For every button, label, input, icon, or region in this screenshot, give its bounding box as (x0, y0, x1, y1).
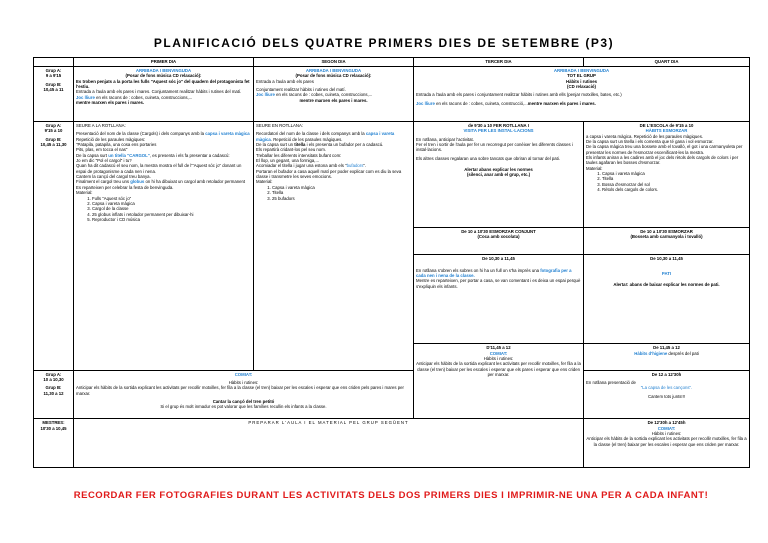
group-b-label: Grup B: (45, 385, 62, 391)
header-day-1: PRIMER DIA (74, 58, 254, 67)
time-cell (34, 419, 74, 468)
day4-farewell-cell (584, 419, 750, 468)
text-line: Entrada a l'aula amb els pares i conjuntament realitzar hàbits i rutines amb ells (penjar motxilles, bates, etc.) (416, 92, 622, 98)
highlight-text: capsa i vareta màgica (205, 131, 250, 137)
text-line: Cantem tots junts!!! (647, 393, 686, 399)
section-heading: SEURE EN ROTLLANA: (256, 122, 304, 128)
row-farewell (34, 370, 750, 419)
text-span: De 10 a 10'30 ESMORZAR CONJUNT (461, 228, 536, 234)
group-b-time: 10,45 a 11 (43, 86, 64, 92)
day3-breakfast-cell (414, 227, 584, 255)
section-subheading: PATI (661, 270, 672, 276)
text-line: Hàbits i rutines: (651, 431, 682, 436)
text-line: mentre marxen els pares i mares. (76, 100, 145, 105)
day3-photos-cell (414, 255, 584, 344)
text-span: titella (294, 141, 306, 147)
day4-songs-cell (584, 370, 750, 419)
group-a-label: Grup A: (45, 371, 62, 377)
text-span: Presentació del nom de la classe (Cargols) i dels companys amb la (76, 131, 206, 137)
text-line (256, 131, 411, 142)
section-subheading: (Bosseta amb carmanyola i tovalló) (630, 234, 703, 240)
text-line: Els infants aniran a les cadires amb el joc dels rètols dels cargols de colors i per taules agafaran les bosses d'esmorzar. (586, 155, 739, 166)
text-span: Acomiadar el titella i jugar una estona amb els " (256, 163, 347, 169)
material-label: Material: (586, 165, 603, 171)
highlight-text: bufadors (346, 163, 364, 169)
text-line: El llop, un gegant, una formiga,... (256, 158, 320, 164)
teachers-label: MESTRES: (42, 420, 65, 426)
group-a-time: 9 a 9'15 (45, 73, 62, 79)
day4-breakfast-habits-cell (584, 121, 750, 227)
text-line: "Patapila, patapila, una cosa ens portaries (76, 141, 157, 147)
text-line: Anticipar els hàbits de la sortida explicant les activitats per recollir motxilles, fer fila a la classe (el tren) baixar per les escales i esperar que ens criden pels pares i mares per marxar. (76, 385, 404, 396)
header-day-3: TERCER DIA (414, 58, 584, 67)
text-line: Els repartirà cridant-los pel seu nom. (256, 147, 326, 153)
section-subheading: (CD relaxació) (567, 83, 596, 89)
section-heading: ARRIBADA I BENVINGUDA (305, 67, 362, 73)
text-span: en els racons de : cobes, cuineta, construcció,... (434, 100, 528, 106)
text-line: Anticipar els hàbits de la sortida explicant les activitats per recollir motxilles, fer fila a la classe (el tren) baixar per les escales i esperar que ens criden per marxar. (586, 436, 747, 447)
list-item: 2. Titella (602, 176, 747, 181)
group-b-time: 10,45 a 11,30 (40, 141, 67, 147)
text-line: En rotllana presentació de (586, 379, 636, 385)
section-heading: ARRIBADA I BENVINGUDA (553, 67, 610, 73)
text-line: Hàbits i rutines: (483, 355, 514, 361)
highlight-text: "La capsa de les cançons". (640, 385, 693, 391)
text-line: Mentre es reparteixen, per portar a casa, se van comentant i es deixa un espai perquè s'expliquin els infants. (416, 278, 581, 289)
corner-cell (34, 58, 74, 67)
section-heading: COMIAT: (234, 371, 253, 377)
text-span: . Repetició de les paraules màgiques. (270, 136, 343, 142)
section-heading: DE L'ESCOLA de 9'15 a 10 (639, 122, 694, 128)
header-day-4: QUART DIA (584, 58, 750, 67)
section-heading: ARRIBADA I BENVINGUDA (135, 67, 192, 73)
text-span: després del pati (667, 350, 699, 356)
list-item: 2. Titella (272, 190, 411, 195)
group-b-label: Grup B: (45, 136, 62, 142)
text-line: Si el grup és molt inmadur es pot valorar que les famílies recullin els infants a la classe. (160, 404, 327, 410)
photo-reminder: RECORDAR FER FOTOGRAFIES DURANT LES ACTIVITATS DELS DOS PRIMERS DIES I IMPRIMIR-NE UNA PER A CADA INFANT! (73, 490, 709, 501)
page-title: PLANIFICACIÓ DELS QUATRE PRIMERS DIES DE SETEMBRE (P3) (153, 36, 615, 50)
section-subheading: COMIAT: (489, 350, 508, 356)
list-item: 3. Cargol de la classe (92, 206, 251, 211)
row-arrival (34, 66, 750, 121)
material-list (76, 196, 251, 223)
text-span: en els racons de : cobes, cuineta, construccions,... (94, 94, 193, 100)
header-row (34, 58, 750, 67)
day1-circle-cell (74, 121, 254, 370)
day4-playground-cell (584, 255, 750, 344)
section-subheading: COMIAT: (657, 425, 676, 431)
text-span: i els presenta un bufador per a cadascú. (305, 141, 384, 147)
highlight-text: capsa i vareta màgica (256, 131, 395, 142)
list-item: 3. Bossa d'esmorzar del sol (602, 182, 747, 187)
alert-text: (silenci, anar amb el grup, etc.) (466, 172, 531, 178)
text-span: en els racons de : cobes, cuineta, construccions,... (274, 92, 373, 98)
text-line: Hàbits i rutines: (228, 379, 259, 385)
section-subheading: (Coca amb xocolata) (477, 234, 520, 240)
section-heading: D'11,45 a 12 (486, 345, 511, 351)
highlight-text: Joc lliure (256, 92, 275, 98)
row-circle (34, 121, 750, 227)
text-line: Treballar les diferents intensitats bufant com: (256, 152, 342, 158)
text-line: Cantar la cançó del tren petitó (212, 399, 275, 405)
text-line: Repetició de les paraules màgiques: (76, 136, 146, 142)
text-line: Pits, plas, em tocca el nas" (76, 147, 128, 153)
section-heading: De 10,30 a 11,45 (650, 256, 683, 262)
text-line (416, 268, 581, 279)
section-heading: SEURE A LA ROTLLANA: (76, 122, 126, 128)
day34-arrival-cell (414, 66, 750, 121)
section-subheading: VISITA PER LES INSTAL·LACIONS (463, 128, 534, 134)
text-line: Es reparteixen per celebrar la festa de benvinguda. (76, 184, 174, 190)
group-b-label: Grup B: (45, 81, 62, 87)
section-subheading: Hàbits i rutines (565, 78, 598, 84)
list-item: 4. 25 globus inflats i retolador permanent per dibuixar-hi (92, 212, 251, 217)
text-span: Finalment el cargol treu uns (76, 179, 131, 185)
section-subheading: (Posar de fons música CD relaxació): (295, 73, 372, 79)
text-line: Jo em dic "Pol el cargol" i tu? (76, 158, 132, 164)
list-item: 1. Fulls "Aquest sóc jo" (92, 196, 251, 201)
text-line: Portaran el bufador a casa aquell matí per poder explicar com es diu la seva classe i transmetre les seves emocions. (256, 168, 402, 180)
highlight-text: Joc lliure (416, 100, 435, 106)
highlight-text: Joc lliure (76, 94, 95, 100)
text-line: Quan ha dit cadascú el seu nom, la mestra mostra el full de l'"Aquest sóc jo" donant un espai de protagonisme a cada nen i nena. (76, 163, 242, 174)
list-item: 2. Capsa i vareta màgica (92, 201, 251, 206)
group-b-time: 11,30 a 12 (43, 390, 64, 396)
header-day-2: SEGON DIA (254, 58, 414, 67)
text-line (76, 131, 251, 136)
list-item: 3. 25 bufadors (272, 196, 411, 201)
group-a-time: 9'15 a 10 (44, 128, 63, 134)
highlight-text: globus (130, 179, 145, 185)
text-line: Cantem la cançó del cargol treu banya. (76, 174, 151, 180)
text-span: De la capsa surt un (256, 141, 295, 147)
group-a-time: 10 a 10,30 (43, 376, 64, 382)
section-heading: De 12'30h a 12'45h (647, 420, 686, 426)
text-span: Recordatori del nom de la classe i dels companys amb la (256, 131, 366, 137)
text-span: on hi ha dibuixat un cargol amb retolador permanent (144, 179, 246, 185)
row-teachers (34, 419, 750, 468)
group-a-label: Grup A: (45, 67, 62, 73)
text-line: Conjuntament realitzar hàbits i rutines del matí. (256, 86, 346, 92)
day4-hygiene-cell (584, 344, 750, 370)
day2-arrival-cell (254, 66, 414, 121)
text-line: Entrada a l'aula amb els pares (256, 78, 314, 84)
text-line: Entrada a l'aula amb els pares i mares. Conjuntament realitzar hàbits i rutines del matí. (76, 89, 242, 95)
list-item: 1. Capsa i vareta màgica (272, 185, 411, 190)
section-heading: De 10,30 a 11,45 (482, 256, 515, 262)
text-span: , es presenta i els fa presentar a cadascú: (149, 152, 230, 158)
text-span: mentre marxen els pares i mares. (527, 100, 596, 106)
section-subheading: (Posar de fons música CD relaxació): (125, 73, 202, 79)
day4-breakfast-cell (584, 227, 750, 255)
list-item: 4. Rètols dels cargols de colors. (602, 187, 747, 192)
section-subheading: TOT EL GRUP (567, 73, 596, 79)
text-line: a capsa i vareta màgica. Repetició de les paraules màgiques. (586, 133, 704, 139)
section-heading: De 12 a 12'30h (651, 371, 682, 377)
text-line: De la capsa surt un titella i els comenta que té gana i vol esmorzar. (586, 138, 714, 144)
highlight-text: un titella "CARGOL" (108, 152, 150, 158)
group-a-label: Grup A: (45, 122, 62, 128)
day1-arrival-cell (74, 66, 254, 121)
material-list (586, 171, 747, 192)
highlight-text: fotografia per a cada nen i nena de la classe. (416, 267, 572, 278)
text-line: Els altres classes regalaran una sobre tancats que obriran al tornar del pati. (416, 155, 561, 161)
section-heading: De 11,45 a 12 (653, 345, 680, 351)
alert-text: Alerta! abans explicar les normes (464, 167, 533, 173)
material-list (256, 185, 411, 201)
text-line (586, 351, 747, 356)
text-span: De la capsa surt (76, 152, 109, 158)
day3-visit-cell (414, 121, 584, 227)
time-cell (34, 370, 74, 419)
text-line: En rotllana, anticipar l'activitat. (416, 136, 474, 142)
day12-farewell-cell (74, 370, 414, 419)
planning-table (33, 57, 750, 468)
time-cell (34, 66, 74, 121)
text-line: mentre marxen els pares i mares. (299, 97, 368, 103)
day2-circle-cell (254, 121, 414, 370)
day3-farewell-cell (414, 344, 584, 419)
text-line: Es troben penjats a la porta les fulls "Aquest sóc jo" del quadern del protagonista fet l'estiu. (76, 78, 250, 89)
list-item: 1. Capsa i vareta màgica (602, 171, 747, 176)
text-span: ". (363, 163, 367, 169)
teachers-time: 10'30 a 10,45 (40, 425, 67, 431)
text-line: Fer el tren i sortir de l'aula per fer un recorregut per conèixer les diferents classes i instal·lacions. (416, 141, 573, 153)
time-cell (34, 121, 74, 370)
material-label: Material: (256, 179, 273, 185)
text-span: En rotllana s'obren els sobres on hi ha un full on s'ha imprès una (416, 267, 541, 273)
section-heading: de 9'30 a 10 FER ROTLLANA I (468, 122, 529, 128)
section-subheading: HÀBITS ESMORZAR (645, 128, 688, 134)
prepare-classroom-cell: PREPARAR L'AULA I EL MATERIAL PEL GRUP SEGÜENT (74, 419, 584, 468)
alert-text: Alerta!: abans de baixar explicar les normes de pati. (613, 281, 720, 287)
highlight-text: Hàbits d'higiene (634, 350, 668, 356)
text-line: De la capsa màgica treu una bossete amb el tovalló, el got i una carmanyoleta per presentar les normes de l'esmorzar escenificant-les la mestra. (586, 144, 743, 155)
material-label: Material: (76, 190, 93, 196)
list-item: 5. Reproductor i CD música (92, 217, 251, 222)
text-line (416, 101, 747, 106)
text-line: Anticipar els hàbits de la sortida explicant les activitats per recollir motxilles, fer fila a la classe (el tren) baixar per les escales i esperar que els pares i esperar que ens criden per marxar. (416, 361, 581, 377)
section-heading: De 10 a 10'30 ESMORZAR (640, 228, 693, 234)
